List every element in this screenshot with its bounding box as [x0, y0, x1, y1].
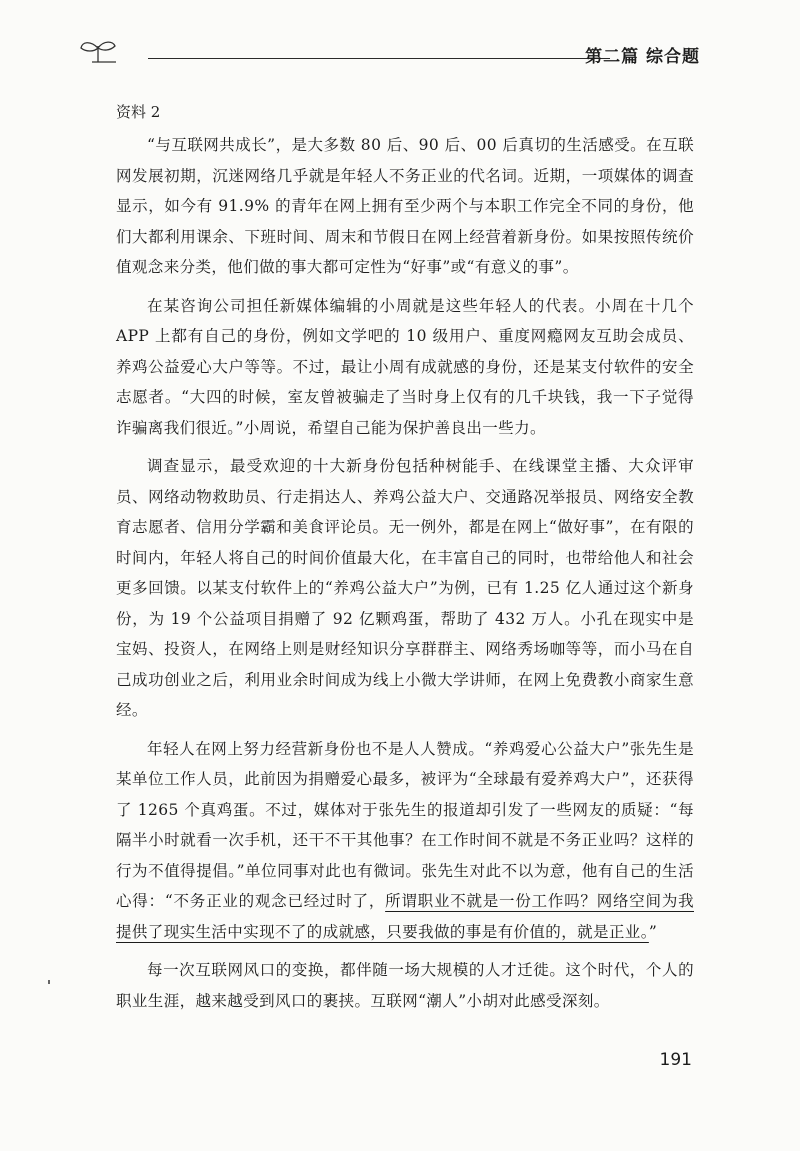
margin-mark: [48, 980, 50, 984]
section-title: 第二篇 综合题: [585, 47, 700, 67]
paragraph-5: 每一次互联网风口的变换，都伴随一场大规模的人才迁徙。这个时代，个人的职业生涯，越来越受到风口的裹挟。互联网“潮人”小胡对此感受深刻。: [116, 961, 694, 1010]
main-content: [116, 100, 694, 1024]
paragraph-2: 在某咨询公司担任新媒体编辑的小周就是这些年轻人的代表。小周在十几个 APP 上都有自己的身份，例如文学吧的 10 级用户、重度网瘾网友互助会成员、养鸡公益爱心大户等等。不过，最让小周有成就感的身份，还是某支付软件的安全志愿者。“大四的时候，室友曾被骗走了当时身上仅有的几千块钱，我一下子觉得诈骗离我们很近。”小周说，希望自己能为保护善良出一些力。: [116, 296, 694, 437]
page-number: 191: [659, 1050, 692, 1070]
paragraph-1: “与互联网共成长”，是大多数 80 后、90 后、00 后真切的生活感受。在互联网发展初期，沉迷网络几乎就是年轻人不务正业的代名词。近期，一项媒体的调查显示，如今有 91.9% 的青年在网上拥有至少两个与本职工作完全不同的身份，他们大都利用课余、下班时间、周末和节假日在网上经营着新身份。如果按照传统价值观念来分类，他们做的事大都可定性为“好事”或“有意义的事”。: [116, 136, 694, 276]
paragraph-4-text: 年轻人在网上努力经营新身份也不是人人赞成。“养鸡爱心公益大户”张先生是某单位工作人员，此前因为捐赠爱心最多，被评为“全球最有爱养鸡大户”，还获得了 1265 个真鸡蛋。不过，媒体对于张先生的报道却引发了一些网友的质疑：“每隔半小时就看一次手机，还干不干其他事？在工作时间不就是不务正业吗？这样的行为不值得提倡。”单位同事对此也有微词。张先生对此不以为意，他有自己的生活心得：“不务正业的观念已经过时了，: [116, 739, 694, 910]
paragraph-3: 调查显示，最受欢迎的十大新身份包括种树能手、在线课堂主播、大众评审员、网络动物救助员、行走捐达人、养鸡公益大户、交通路况举报员、网络安全教育志愿者、信用分学霸和美食评论员。无一例外，都是在网上“做好事”，在有限的时间内，年轻人将自己的时间价值最大化，在丰富自己的同时，也带给他人和社会更多回馈。以某支付软件上的“养鸡公益大户”为例，已有 1.25 亿人通过这个新身份，为 19 个公益项目捐赠了 92 亿颗鸡蛋，帮助了 432 万人。小孔在现实中是宝妈、投资人，在网络上则是财经知识分享群群主、网络秀场咖等等，而小马在自己成功创业之后，利用业余时间成为线上小微大学讲师，在网上免费教小商家生意经。: [116, 457, 694, 719]
page-header: [60, 32, 740, 72]
paragraph-4: [116, 734, 694, 948]
sprout-leaf-icon: [78, 36, 118, 66]
header-rule: [148, 58, 610, 59]
paragraph-4-end: ”: [648, 922, 658, 941]
material-label: 资料 2: [116, 103, 161, 121]
underlined-quote: 所谓职业不就是一份工作吗？网络空间为我提供了现实生活中实现不了的成就感，只要我做的事是有价值的，就是正业。: [116, 892, 694, 941]
